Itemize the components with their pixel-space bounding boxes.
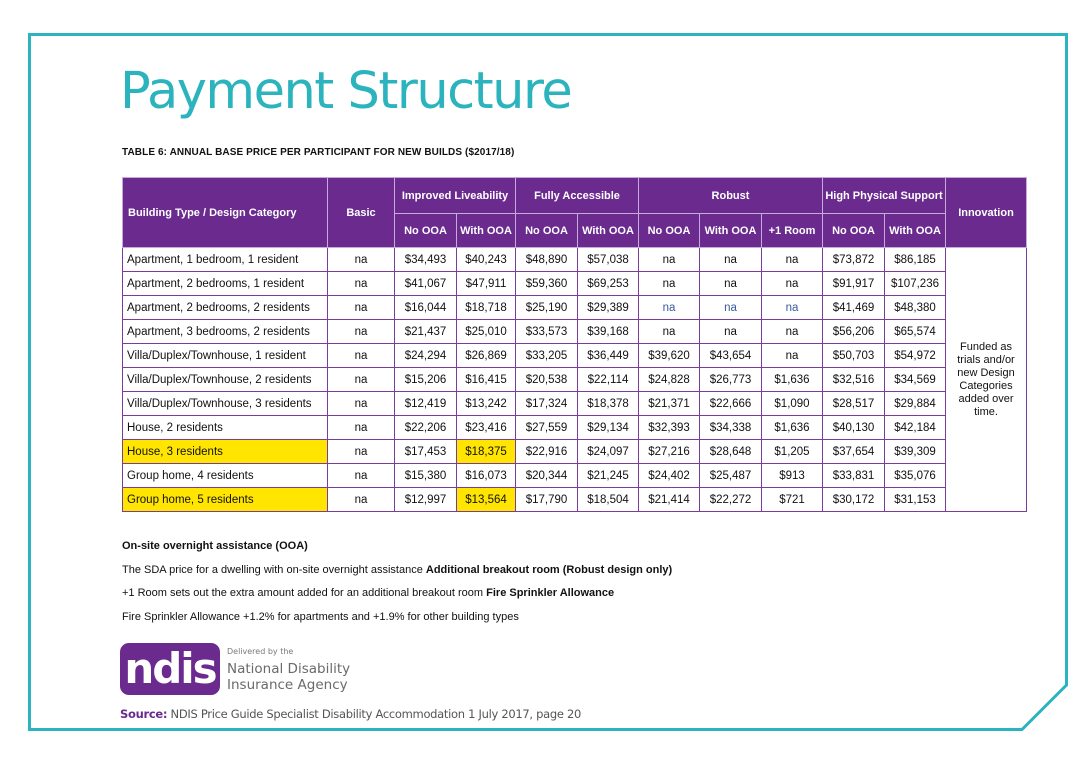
cell-il-with-ooa: $16,073 xyxy=(457,464,516,488)
cell-il-with-ooa: $25,010 xyxy=(457,320,516,344)
cell-hps-with-ooa: $34,569 xyxy=(885,368,946,392)
source-text: NDIS Price Guide Specialist Disability Accommodation 1 July 2017, page 20 xyxy=(167,707,582,721)
row-category: Villa/Duplex/Townhouse, 2 residents xyxy=(123,368,328,392)
table-caption: TABLE 6: ANNUAL BASE PRICE PER PARTICIPANT FOR NEW BUILDS ($2017/18) xyxy=(122,147,515,158)
table-row xyxy=(123,344,1027,368)
table-row xyxy=(123,440,1027,464)
note-line-4: Fire Sprinkler Allowance +1.2% for apartments and +1.9% for other building types xyxy=(122,610,519,623)
note-line-2 xyxy=(122,563,672,577)
cell-fa-no-ooa: $27,559 xyxy=(516,416,578,440)
cell-fa-no-ooa: $59,360 xyxy=(516,272,578,296)
row-category: Villa/Duplex/Townhouse, 1 resident xyxy=(123,344,328,368)
cell-il-with-ooa-highlighted: $13,564 xyxy=(457,488,516,512)
header-innovation: Innovation xyxy=(946,178,1027,248)
cell-hps-with-ooa: $86,185 xyxy=(885,248,946,272)
subheader-no-ooa: No OOA xyxy=(395,214,457,248)
cell-robust-plus-room: $721 xyxy=(762,488,823,512)
cell-robust-no-ooa: $39,620 xyxy=(639,344,700,368)
cell-fa-with-ooa: $69,253 xyxy=(578,272,639,296)
cell-robust-no-ooa: na xyxy=(639,296,700,320)
header-high-physical-support: High Physical Support xyxy=(823,178,946,214)
cell-robust-no-ooa: $24,402 xyxy=(639,464,700,488)
cell-robust-plus-room: $913 xyxy=(762,464,823,488)
cell-basic: na xyxy=(328,464,395,488)
cell-hps-no-ooa: $32,516 xyxy=(823,368,885,392)
notes-section xyxy=(122,539,672,633)
cell-robust-with-ooa: $43,654 xyxy=(700,344,762,368)
cell-il-with-ooa: $13,242 xyxy=(457,392,516,416)
cell-fa-no-ooa: $20,538 xyxy=(516,368,578,392)
cell-basic: na xyxy=(328,440,395,464)
source-label: Source: xyxy=(120,707,168,721)
table-row xyxy=(123,320,1027,344)
note-line-3 xyxy=(122,586,672,600)
cell-robust-no-ooa: $32,393 xyxy=(639,416,700,440)
cell-fa-no-ooa: $17,324 xyxy=(516,392,578,416)
cell-hps-with-ooa: $42,184 xyxy=(885,416,946,440)
table-row xyxy=(123,392,1027,416)
cell-hps-with-ooa: $54,972 xyxy=(885,344,946,368)
cell-il-with-ooa: $47,911 xyxy=(457,272,516,296)
delivered-by-text: Delivered by the xyxy=(227,647,294,656)
cell-fa-no-ooa: $22,916 xyxy=(516,440,578,464)
cell-robust-with-ooa: $26,773 xyxy=(700,368,762,392)
cell-fa-with-ooa: $39,168 xyxy=(578,320,639,344)
cell-robust-plus-room: na xyxy=(762,320,823,344)
table-row xyxy=(123,416,1027,440)
cell-il-with-ooa: $18,718 xyxy=(457,296,516,320)
header-basic: Basic xyxy=(328,178,395,248)
row-category: Apartment, 2 bedrooms, 1 resident xyxy=(123,272,328,296)
header-category: Building Type / Design Category xyxy=(123,178,328,248)
cell-robust-plus-room: na xyxy=(762,248,823,272)
cell-fa-with-ooa: $22,114 xyxy=(578,368,639,392)
note-text: The SDA price for a dwelling with on-site overnight assistance xyxy=(122,563,426,576)
subheader-with-ooa: With OOA xyxy=(457,214,516,248)
cell-robust-no-ooa: $27,216 xyxy=(639,440,700,464)
cell-hps-with-ooa: $29,884 xyxy=(885,392,946,416)
cell-robust-plus-room: na xyxy=(762,344,823,368)
cell-il-no-ooa: $12,997 xyxy=(395,488,457,512)
row-category-highlighted: House, 3 residents xyxy=(123,440,328,464)
cell-fa-with-ooa: $18,378 xyxy=(578,392,639,416)
cell-il-no-ooa: $41,067 xyxy=(395,272,457,296)
row-category-highlighted: Group home, 5 residents xyxy=(123,488,328,512)
agency-name-line1: National Disability xyxy=(227,661,351,677)
row-category: Apartment, 1 bedroom, 1 resident xyxy=(123,248,328,272)
note-ooa-heading: On-site overnight assistance (OOA) xyxy=(122,540,308,552)
cell-fa-with-ooa: $21,245 xyxy=(578,464,639,488)
subheader-no-ooa: No OOA xyxy=(823,214,885,248)
cell-fa-with-ooa: $18,504 xyxy=(578,488,639,512)
cell-fa-no-ooa: $33,573 xyxy=(516,320,578,344)
table-row xyxy=(123,464,1027,488)
cell-il-with-ooa: $16,415 xyxy=(457,368,516,392)
cell-basic: na xyxy=(328,488,395,512)
cell-il-no-ooa: $15,206 xyxy=(395,368,457,392)
cell-basic: na xyxy=(328,248,395,272)
cell-fa-with-ooa: $57,038 xyxy=(578,248,639,272)
cell-robust-no-ooa: $24,828 xyxy=(639,368,700,392)
cell-il-no-ooa: $15,380 xyxy=(395,464,457,488)
row-category: Group home, 4 residents xyxy=(123,464,328,488)
cell-robust-no-ooa: $21,371 xyxy=(639,392,700,416)
cell-hps-no-ooa: $33,831 xyxy=(823,464,885,488)
cell-robust-plus-room: $1,090 xyxy=(762,392,823,416)
row-category: Villa/Duplex/Townhouse, 3 residents xyxy=(123,392,328,416)
cell-fa-no-ooa: $33,205 xyxy=(516,344,578,368)
cell-fa-with-ooa: $29,389 xyxy=(578,296,639,320)
cell-hps-with-ooa: $65,574 xyxy=(885,320,946,344)
cell-hps-no-ooa: $28,517 xyxy=(823,392,885,416)
page-title: Payment Structure xyxy=(120,62,572,121)
cell-hps-no-ooa: $37,654 xyxy=(823,440,885,464)
innovation-note: Funded as trials and/or new Design Categories added over time. xyxy=(946,248,1027,512)
cell-basic: na xyxy=(328,392,395,416)
cell-il-no-ooa: $17,453 xyxy=(395,440,457,464)
source-citation xyxy=(120,707,581,721)
cell-il-no-ooa: $34,493 xyxy=(395,248,457,272)
cell-il-with-ooa: $40,243 xyxy=(457,248,516,272)
cell-il-with-ooa: $23,416 xyxy=(457,416,516,440)
table-row xyxy=(123,272,1027,296)
header-robust: Robust xyxy=(639,178,823,214)
cell-il-no-ooa: $12,419 xyxy=(395,392,457,416)
cell-basic: na xyxy=(328,272,395,296)
cell-hps-with-ooa: $48,380 xyxy=(885,296,946,320)
header-improved-liveability: Improved Liveability xyxy=(395,178,516,214)
subheader-with-ooa: With OOA xyxy=(885,214,946,248)
cell-hps-no-ooa: $40,130 xyxy=(823,416,885,440)
cell-fa-no-ooa: $20,344 xyxy=(516,464,578,488)
note-bold-text: Fire Sprinkler Allowance xyxy=(486,587,615,599)
cell-robust-with-ooa: na xyxy=(700,296,762,320)
row-category: Apartment, 3 bedrooms, 2 residents xyxy=(123,320,328,344)
cell-hps-no-ooa: $30,172 xyxy=(823,488,885,512)
table-row xyxy=(123,368,1027,392)
header-fully-accessible: Fully Accessible xyxy=(516,178,639,214)
subheader-with-ooa: With OOA xyxy=(578,214,639,248)
cell-robust-with-ooa: na xyxy=(700,320,762,344)
cell-il-with-ooa-highlighted: $18,375 xyxy=(457,440,516,464)
cell-fa-no-ooa: $48,890 xyxy=(516,248,578,272)
cell-robust-no-ooa: $21,414 xyxy=(639,488,700,512)
cell-robust-with-ooa: na xyxy=(700,272,762,296)
row-category: House, 2 residents xyxy=(123,416,328,440)
cell-robust-no-ooa: na xyxy=(639,248,700,272)
subheader-no-ooa: No OOA xyxy=(516,214,578,248)
cell-il-no-ooa: $21,437 xyxy=(395,320,457,344)
cell-il-no-ooa: $24,294 xyxy=(395,344,457,368)
table-row xyxy=(123,488,1027,512)
note-bold-text: Additional breakout room (Robust design only) xyxy=(425,563,673,576)
cell-hps-no-ooa: $73,872 xyxy=(823,248,885,272)
cell-robust-plus-room: $1,636 xyxy=(762,368,823,392)
cell-basic: na xyxy=(328,368,395,392)
cell-robust-with-ooa: $22,272 xyxy=(700,488,762,512)
cell-hps-no-ooa: $50,703 xyxy=(823,344,885,368)
agency-name-line2: Insurance Agency xyxy=(227,677,348,693)
cell-fa-no-ooa: $25,190 xyxy=(516,296,578,320)
cell-il-no-ooa: $16,044 xyxy=(395,296,457,320)
ndis-logo: ndis xyxy=(120,643,220,695)
cell-robust-with-ooa: $28,648 xyxy=(700,440,762,464)
agency-block xyxy=(227,647,350,693)
cell-hps-with-ooa: $31,153 xyxy=(885,488,946,512)
table-row xyxy=(123,296,1027,320)
cell-il-no-ooa: $22,206 xyxy=(395,416,457,440)
cell-robust-with-ooa: $34,338 xyxy=(700,416,762,440)
cell-hps-with-ooa: $35,076 xyxy=(885,464,946,488)
price-table xyxy=(122,177,1027,512)
cell-robust-no-ooa: na xyxy=(639,272,700,296)
cell-robust-with-ooa: $25,487 xyxy=(700,464,762,488)
note-text: +1 Room sets out the extra amount added for an additional breakout room xyxy=(122,587,487,599)
row-category: Apartment, 2 bedrooms, 2 residents xyxy=(123,296,328,320)
cell-fa-with-ooa: $29,134 xyxy=(578,416,639,440)
cell-il-with-ooa: $26,869 xyxy=(457,344,516,368)
cell-basic: na xyxy=(328,320,395,344)
cell-hps-no-ooa: $56,206 xyxy=(823,320,885,344)
table-row xyxy=(123,248,1027,272)
cell-basic: na xyxy=(328,296,395,320)
cell-fa-with-ooa: $36,449 xyxy=(578,344,639,368)
cell-basic: na xyxy=(328,416,395,440)
subheader-with-ooa: With OOA xyxy=(700,214,762,248)
cell-basic: na xyxy=(328,344,395,368)
cell-hps-with-ooa: $107,236 xyxy=(885,272,946,296)
cell-hps-with-ooa: $39,309 xyxy=(885,440,946,464)
cell-hps-no-ooa: $91,917 xyxy=(823,272,885,296)
cell-fa-no-ooa: $17,790 xyxy=(516,488,578,512)
cell-robust-plus-room: na xyxy=(762,272,823,296)
cell-robust-no-ooa: na xyxy=(639,320,700,344)
subheader-plus-room: +1 Room xyxy=(762,214,823,248)
cell-robust-plus-room: $1,205 xyxy=(762,440,823,464)
subheader-no-ooa: No OOA xyxy=(639,214,700,248)
cell-robust-with-ooa: $22,666 xyxy=(700,392,762,416)
cell-robust-plus-room: $1,636 xyxy=(762,416,823,440)
cell-fa-with-ooa: $24,097 xyxy=(578,440,639,464)
cell-hps-no-ooa: $41,469 xyxy=(823,296,885,320)
cell-robust-plus-room: na xyxy=(762,296,823,320)
cell-robust-with-ooa: na xyxy=(700,248,762,272)
